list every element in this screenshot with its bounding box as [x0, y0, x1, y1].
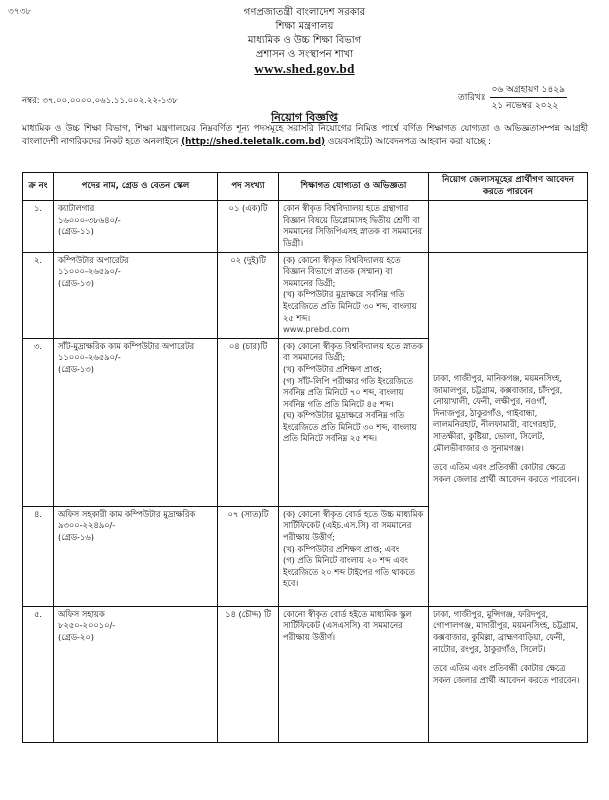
intro-text-end: ওয়েবসাইটে) আবেদনপত্র আহবান করা যাচ্ছে : [327, 136, 492, 147]
qualification-text: (ক) কোনো স্বীকৃত বোর্ড হতে উচ্চ মাধ্যমিক সার্টিফিকেট (এইচ.এস.সি) বা সমমানের পরীক্ষায় উত্তীর্ণ; [283, 508, 424, 542]
division-line: মাধ্যমিক ও উচ্চ শিক্ষা বিভাগ [247, 35, 362, 46]
districts-cell-b [429, 606, 588, 742]
pay-scale: ১৬০০০-৩৮৬৪০/- [58, 214, 121, 225]
row-count: ০২ (দুই)টি [218, 252, 279, 338]
row-serial: ৪. [23, 506, 54, 606]
pay-scale: ৯৩০০-২২৪৯০/- [58, 520, 116, 531]
watermark-text: www.prebd.com [283, 324, 350, 335]
row-serial: ২. [23, 252, 54, 338]
row-count: ০১ (এক)টি [218, 201, 279, 252]
post-name: ক্যাটালগার [58, 203, 95, 214]
pay-scale: ১১০০০-২৬৫৯০/- [58, 266, 121, 277]
branch-line: প্রশাসন ও সংস্থাপন শাখা [255, 49, 354, 60]
notice-title: নিয়োগ বিজ্ঞপ্তি [271, 111, 338, 124]
district-list: ঢাকা, গাজীপুর, মুন্সিগঞ্জ, ফরিদপুর, গোপালগঞ্জ, মাদারীপুর, ময়মনসিংহ, চট্টগ্রাম, কক্সবাজার, কুমিল্লা, ব্রাহ্মণবাড়িয়া, ফেনী, নাটোর, রংপুর, ঠাকুরগাঁও, সিলেট। [433, 608, 579, 654]
table-row [23, 201, 588, 252]
intro-paragraph [22, 123, 588, 148]
table-row [23, 606, 588, 742]
qualification-text: (খ) কম্পিউটার প্রশিক্ষণ প্রাপ্ত; [283, 363, 383, 374]
table-row [23, 252, 588, 338]
govt-line: গণপ্রজাতন্ত্রী বাংলাদেশ সরকার [243, 7, 366, 18]
qualification-text: (গ) প্রতি মিনিটে বাংলায় ২০ শব্দ এবং ইংরেজিতে ২০ শব্দ টাইপের গতি থাকতে হবে। [283, 555, 415, 589]
grade: (গ্রেড-১৩) [58, 277, 94, 288]
header-qualification: শিক্ষাগত যোগ্যতা ও অভিজ্ঞতা [279, 173, 429, 201]
row-qualification [279, 606, 429, 742]
row-qualification [279, 201, 429, 252]
grade: (গ্রেড-১৩) [58, 363, 94, 374]
quota-note: তবে এতিম এবং প্রতিবন্ধী কোটার ক্ষেত্রে সকল জেলার প্রার্থী আবেদন করতে পারবেন। [433, 462, 580, 484]
row-post [54, 252, 218, 338]
row-serial: ৩. [23, 338, 54, 506]
header-serial: ক্র নং [23, 173, 54, 201]
website-link[interactable]: www.shed.gov.bd [254, 61, 355, 76]
row-post [54, 201, 218, 252]
district-list: ঢাকা, গাজীপুর, মানিকগঞ্জ, ময়মনসিংহ, জামালপুর, চট্টগ্রাম, কক্সবাজার, চাঁদপুর, নোয়াখালী, ফেনী, লক্ষীপুর, নওগাঁ, দিনাজপুর, ঠাকুরগাঁও, গাইবান্ধা, লালমনিরহাট, নীলফামারী, বাগেরহাট, সাতক্ষীরা, কুষ্টিয়া, ভোলা, সিলেট, মৌলভীবাজার ও সুনামগঞ্জ। [433, 372, 563, 453]
row-count: ০৪ (চার)টি [218, 338, 279, 506]
qualification-text: (গ) সাঁট-লিপি পরীক্ষার গতি ইংরেজিতে সর্বনিম্ন প্রতি মিনিটে ৭০ শব্দ, বাংলায় সর্বনিম্ন গতি প্রতি মিনিটে ৪৫ শব্দ। [283, 375, 413, 409]
header-post: পদের নাম, গ্রেড ও বেতন স্কেল [54, 173, 218, 201]
qualification-text: (ঘ) কম্পিউটার মুদ্রাক্ষরে সর্বনিম্ন গতি ইংরেজিতে প্রতি মিনিটে ৩০ শব্দ, বাংলায় প্রতি মিনিটে সর্বনিম্ন ২৫ শব্দ। [283, 410, 417, 444]
row-districts-empty [429, 201, 588, 252]
row-post [54, 338, 218, 506]
table-header-row [23, 173, 588, 201]
row-qualification [279, 506, 429, 606]
corner-mark: ৩৭৩৮ [8, 7, 32, 17]
grade: (গ্রেড-১১) [58, 226, 94, 237]
qualification-text: (ক) কোনো স্বীকৃত বিশ্ববিদ্যালয় হতে স্নাতক বা সমমানের ডিগ্রী; [283, 340, 423, 363]
quota-note: তবে এতিম এবং প্রতিবন্ধী কোটার ক্ষেত্রে সকল জেলার প্রার্থী আবেদন করতে পারবেন। [433, 663, 580, 685]
pay-scale: ১১০০০-২৬৫৯০/- [58, 352, 121, 363]
row-post [54, 606, 218, 742]
header-count: পদ সংখ্যা [218, 173, 279, 201]
post-name: অফিস সহায়ক [58, 608, 105, 619]
grade: (গ্রেড-১৬) [58, 531, 94, 542]
row-serial: ১. [23, 201, 54, 252]
post-name: কম্পিউটার অপারেটর [58, 254, 129, 265]
qualification-text: (খ) কম্পিউটার প্রশিক্ষণ প্রাপ্ত; এবং [283, 543, 400, 554]
row-count: ০৭ (সাত)টি [218, 506, 279, 606]
date-label: তারিখঃ [457, 93, 486, 103]
date-bangla: ০৬ অগ্রহায়ণ ১৪২৯ [490, 82, 567, 98]
memo-number: নম্বর: ৩৭.০০.০০০০.০৬১.১১.০০২.২২-১৩৮ [22, 96, 178, 106]
districts-cell-a [429, 252, 588, 606]
qualification-text: কোনো স্বীকৃত বোর্ড হইতে মাধ্যমিক স্কুল সার্টিফিকেট (এসএসসি) বা সমমানের পরীক্ষায় উত্তীর্ণ। [283, 608, 412, 642]
letterhead [0, 6, 609, 76]
header-districts: নিয়োগ জেলাসমূহের প্রার্থীগণ আবেদন করতে পারবেন [429, 173, 588, 201]
row-qualification [279, 252, 429, 338]
qualification-text: (খ) কম্পিউটার মুদ্রাক্ষরে সর্বনিম্ন গতি ইংরেজিতে প্রতি মিনিটে ৩০ শব্দ, বাংলায় ২৫ শব্দ। [283, 289, 417, 323]
application-link[interactable]: (http://shed.teletalk.com.bd) [181, 136, 326, 147]
grade: (গ্রেড-২০) [58, 631, 94, 642]
intro-text: মাধ্যমিক ও উচ্চ শিক্ষা বিভাগ, শিক্ষা মন্ত্রণালয়ের নিম্নবর্ণিত শূন্য পদসমূহে সরাসরি নিয়োগের নিমিত্ত পার্শ্বে বর্ণিত শিক্ষাগত যোগ্যতা ও অভিজ্ঞতাসম্পন্ন আগ্রহী বাংলাদেশী নাগরিকদের নিকট হতে অনলাইনে [22, 124, 588, 147]
vacancy-table [22, 172, 588, 743]
row-post [54, 506, 218, 606]
row-serial: ৫. [23, 606, 54, 742]
qualification-text: (ক) কোনো স্বীকৃত বিশ্ববিদ্যালয় হতে বিজ্ঞান বিভাগে স্নাতক (সম্মান) বা সমমানের ডিগ্রী; [283, 254, 401, 288]
post-name: অফিস সহকারী কাম কম্পিউটার মুদ্রাক্ষরিক [58, 508, 196, 519]
pay-scale: ৮২৫০-২০০১০/- [58, 620, 116, 631]
ministry-line: শিক্ষা মন্ত্রণালয় [275, 21, 334, 32]
row-count: ১৪ (চৌদ্দ) টি [218, 606, 279, 742]
row-qualification [279, 338, 429, 506]
date-english: ২১ নভেম্বর ২০২২ [491, 101, 559, 111]
post-name: সাঁট-মুদ্রাক্ষরিক কাম কম্পিউটার অপারেটর [58, 340, 195, 351]
qualification-text: কোন স্বীকৃত বিশ্ববিদ্যালয় হতে গ্রন্থাগার বিজ্ঞান বিষয়ে ডিপ্লোমাসহ দ্বিতীয় শ্রেণী বা সমমানের সিজিপিএসহ স্নাতক বা সমমানের ডিগ্রী। [283, 203, 422, 248]
